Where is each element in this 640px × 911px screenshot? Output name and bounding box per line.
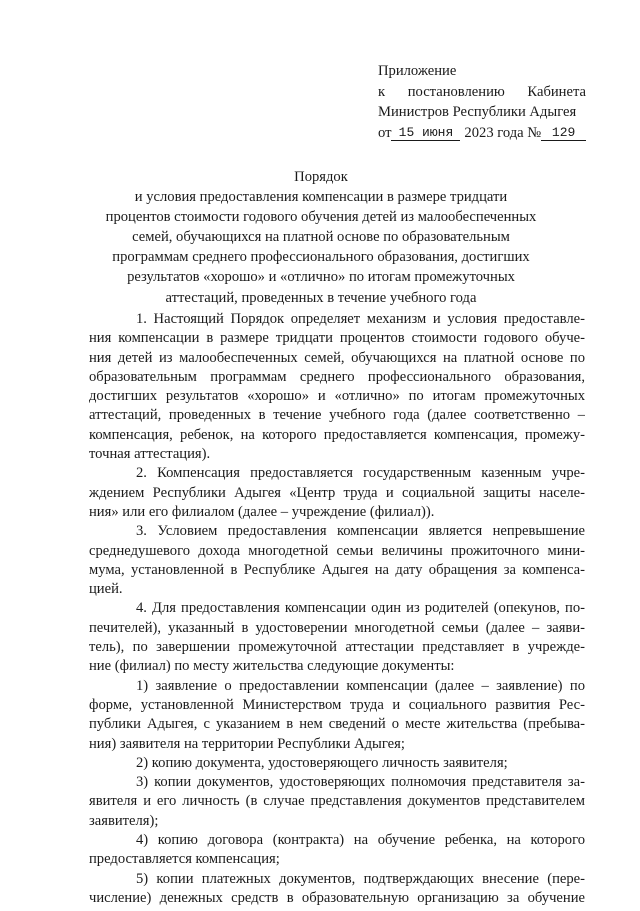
paragraph-3 — [89, 522, 585, 599]
list-item-4 — [89, 831, 585, 870]
appendix-date-line — [378, 123, 586, 144]
text-line: публики Адыгея, с указанием в нем сведений о месте жительства (пребыва- — [89, 716, 585, 733]
text-line: числение) денежных средств в образовательную организацию за обучение — [89, 889, 585, 906]
text-line: предоставляется компенсация; — [89, 851, 280, 868]
appendix-resolution: постановлению — [407, 83, 505, 100]
text-line: форме, установленной Министерством труда и социального развития Рес- — [89, 696, 585, 713]
text-line: аттестаций, проведенных в течение учебного года (далее соответственно – — [89, 407, 585, 424]
text-line: печителей), указанный в удостоверении многодетной семьи (далее – заяви- — [89, 619, 585, 636]
appendix-block — [378, 61, 586, 143]
text-line: компенсация, ребенок, на которого предоставляется компенсация, промежу- — [89, 426, 585, 443]
year-text: 2023 года № — [464, 124, 542, 141]
title-line: аттестаций, проведенных в течение учебного года — [165, 289, 477, 306]
text-line: ния) заявителя на территории Республики Адыгея; — [89, 735, 405, 752]
list-item-1 — [89, 677, 585, 754]
date-prefix: от — [378, 124, 392, 141]
text-line: 3) копии документов, удостоверяющих полномочия представителя за- — [136, 774, 585, 791]
text-line: 4) копию договора (контракта) на обучение ребенка, на которого — [136, 832, 585, 849]
handwritten-date: 15 июня — [391, 126, 460, 141]
appendix-k: к — [378, 83, 386, 100]
text-line: 2) копию документа, удостоверяющего личность заявителя; — [136, 754, 508, 771]
document-title — [96, 167, 546, 308]
list-item-2 — [89, 754, 585, 773]
title-line: результатов «хорошо» и «отлично» по итогам промежуточных — [127, 269, 515, 286]
text-line: ния» или его филиалом (далее – учреждение (филиал)). — [89, 503, 435, 520]
appendix-ministers: Министров Республики Адыгея — [378, 104, 577, 121]
text-line: ние (филиал) по месту жительства следующие документы: — [89, 658, 455, 675]
text-line: ждением Республики Адыгея «Центр труда и социальной защиты населе- — [89, 484, 585, 501]
paragraph-4 — [89, 599, 585, 676]
document-body — [89, 310, 585, 908]
appendix-cabinet: Кабинета — [527, 83, 586, 100]
text-line: заявителя); — [89, 812, 159, 829]
text-line: 4. Для предоставления компенсации один из родителей (опекунов, по- — [136, 600, 585, 617]
title-line: программам среднего профессионального образования, достигших — [112, 249, 530, 266]
text-line: 2. Компенсация предоставляется государственным казенным учре- — [136, 465, 585, 482]
text-line: среднедушевого дохода многодетной семьи величины прожиточного мини- — [89, 542, 585, 559]
list-item-5 — [89, 870, 585, 909]
title-line: процентов стоимости годового обучения детей из малообеспеченных — [105, 209, 537, 226]
text-line: 1) заявление о предоставлении компенсации (далее – заявление) по — [136, 677, 585, 694]
handwritten-number: 129 — [541, 126, 586, 141]
text-line: ния компенсации в размере тридцати процентов стоимости годового обуче- — [89, 330, 585, 347]
title-line: семей, обучающихся на платной основе по образовательным — [132, 229, 510, 246]
paragraph-2 — [89, 464, 585, 522]
text-line: мума, установленной в Республике Адыгея на дату обращения за компенса- — [89, 561, 585, 578]
text-line: 5) копии платежных документов, подтверждающих внесение (пере- — [136, 870, 585, 887]
text-line: 1. Настоящий Порядок определяет механизм и условия предоставле- — [136, 311, 585, 327]
text-line: образовательным программам среднего профессионального образования, — [89, 368, 585, 385]
text-line: достигших результатов «хорошо» и «отлично» по итогам промежуточных — [89, 388, 585, 405]
title-heading: Порядок — [294, 169, 348, 185]
appendix-resolution-line — [378, 82, 586, 103]
text-line: ния детей из малообеспеченных семей, обучающихся на платной основе по — [89, 349, 585, 366]
text-line: 3. Условием предоставления компенсации является непревышение — [136, 523, 585, 540]
text-line: цией. — [89, 581, 123, 598]
title-line: и условия предоставления компенсации в размере тридцати — [134, 189, 508, 206]
list-item-3 — [89, 773, 585, 831]
text-line: тель), по завершении промежуточной аттестации представляет в учрежде- — [89, 639, 585, 656]
text-line: точная аттестация). — [89, 446, 211, 463]
appendix-label: Приложение — [378, 63, 457, 79]
text-line: явителя и его личность (в случае представления документов представителем — [89, 793, 585, 810]
paragraph-1 — [89, 310, 585, 464]
